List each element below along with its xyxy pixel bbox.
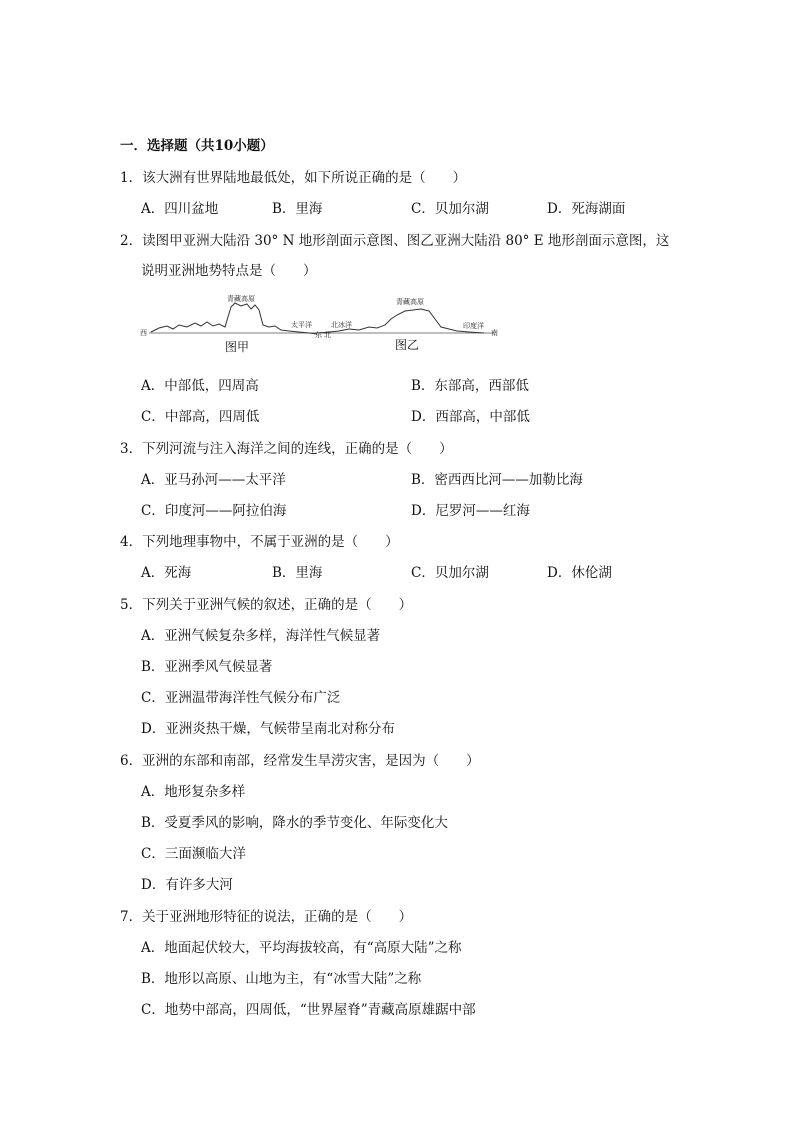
- q6-option-b: B．受夏季风的影响，降水的季节变化、年际变化大: [141, 815, 448, 831]
- caption-figure-a: 图甲: [225, 340, 250, 354]
- terrain-profile-figure: [139, 289, 499, 355]
- q3-option-c: C．印度河——阿拉伯海: [141, 503, 287, 519]
- label-arctic: 北冰洋: [331, 321, 352, 329]
- question-5-stem: 5．下列关于亚洲气候的叙述，正确的是（ ）: [120, 597, 413, 613]
- q5-option-a: A．亚洲气候复杂多样，海洋性气候显著: [141, 628, 381, 644]
- q4-option-a: A．死海: [141, 565, 192, 581]
- q7-option-c: C．地势中部高，四周低，“世界屋脊”青藏高原雄踞中部: [141, 1002, 476, 1018]
- caption-figure-b: 图乙: [395, 338, 420, 352]
- profile-a-line: [151, 303, 317, 334]
- q5-option-c: C．亚洲温带海洋性气候分布广泛: [141, 690, 341, 706]
- label-west: 西: [140, 329, 147, 337]
- q3-option-d: D．尼罗河——红海: [411, 503, 530, 519]
- q6-option-d: D．有许多大河: [141, 877, 233, 893]
- q5-option-b: B．亚洲季风气候显著: [141, 659, 273, 675]
- q2-option-b: B．东部高，西部低: [411, 378, 529, 394]
- label-south: 南: [491, 329, 498, 337]
- q3-option-a: A．亚马孙河——太平洋: [141, 472, 286, 488]
- question-3-stem: 3．下列河流与注入海洋之间的连线，正确的是（ ）: [120, 441, 453, 457]
- q1-option-d: D．死海湖面: [547, 201, 626, 217]
- label-east: 东: [315, 331, 322, 339]
- label-indian-ocean: 印度洋: [463, 322, 484, 330]
- q3-option-b: B．密西西比河——加勒比海: [411, 472, 583, 488]
- question-6-stem: 6．亚洲的东部和南部，经常发生旱涝灾害，是因为（ ）: [120, 753, 480, 769]
- question-2-stem: 2．读图甲亚洲大陆沿 30° N 地形剖面示意图、图乙亚洲大陆沿 80° E 地形剖面示意图，这: [120, 233, 670, 249]
- q5-option-d: D．亚洲炎热干燥，气候带呈南北对称分布: [141, 721, 395, 737]
- q2-option-a: A．中部低，四周高: [141, 378, 259, 394]
- question-1-stem: 1．该大洲有世界陆地最低处，如下所说正确的是（ ）: [120, 170, 467, 186]
- q4-option-b: B．里海: [272, 565, 323, 581]
- section-title: 一．选择题（共10小题）: [120, 138, 274, 154]
- q1-option-b: B．里海: [272, 201, 323, 217]
- q1-option-a: A．四川盆地: [141, 201, 219, 217]
- question-4-stem: 4．下列地理事物中，不属于亚洲的是（ ）: [120, 534, 399, 550]
- q4-option-c: C．贝加尔湖: [411, 565, 489, 581]
- q4-option-d: D．休伦湖: [547, 565, 612, 581]
- label-plateau-b: 青藏高原: [396, 298, 424, 306]
- question-2-stem-cont: 说明亚洲地势特点是（ ）: [141, 263, 317, 279]
- q1-option-c: C．贝加尔湖: [411, 201, 489, 217]
- q2-option-d: D．西部高，中部低: [411, 409, 530, 425]
- q6-option-c: C．三面濒临大洋: [141, 846, 246, 862]
- q7-option-b: B．地形以高原、山地为主，有“冰雪大陆”之称: [141, 971, 422, 987]
- label-plateau-a: 青藏高原: [227, 295, 255, 303]
- q6-option-a: A．地形复杂多样: [141, 784, 246, 800]
- question-7-stem: 7．关于亚洲地形特征的说法，正确的是（ ）: [120, 909, 413, 925]
- q2-option-c: C．中部高，四周低: [141, 409, 260, 425]
- label-pacific: 太平洋: [291, 321, 312, 329]
- label-north: 北: [324, 331, 331, 339]
- q7-option-a: A．地面起伏较大，平均海拔较高，有“高原大陆”之称: [141, 940, 462, 956]
